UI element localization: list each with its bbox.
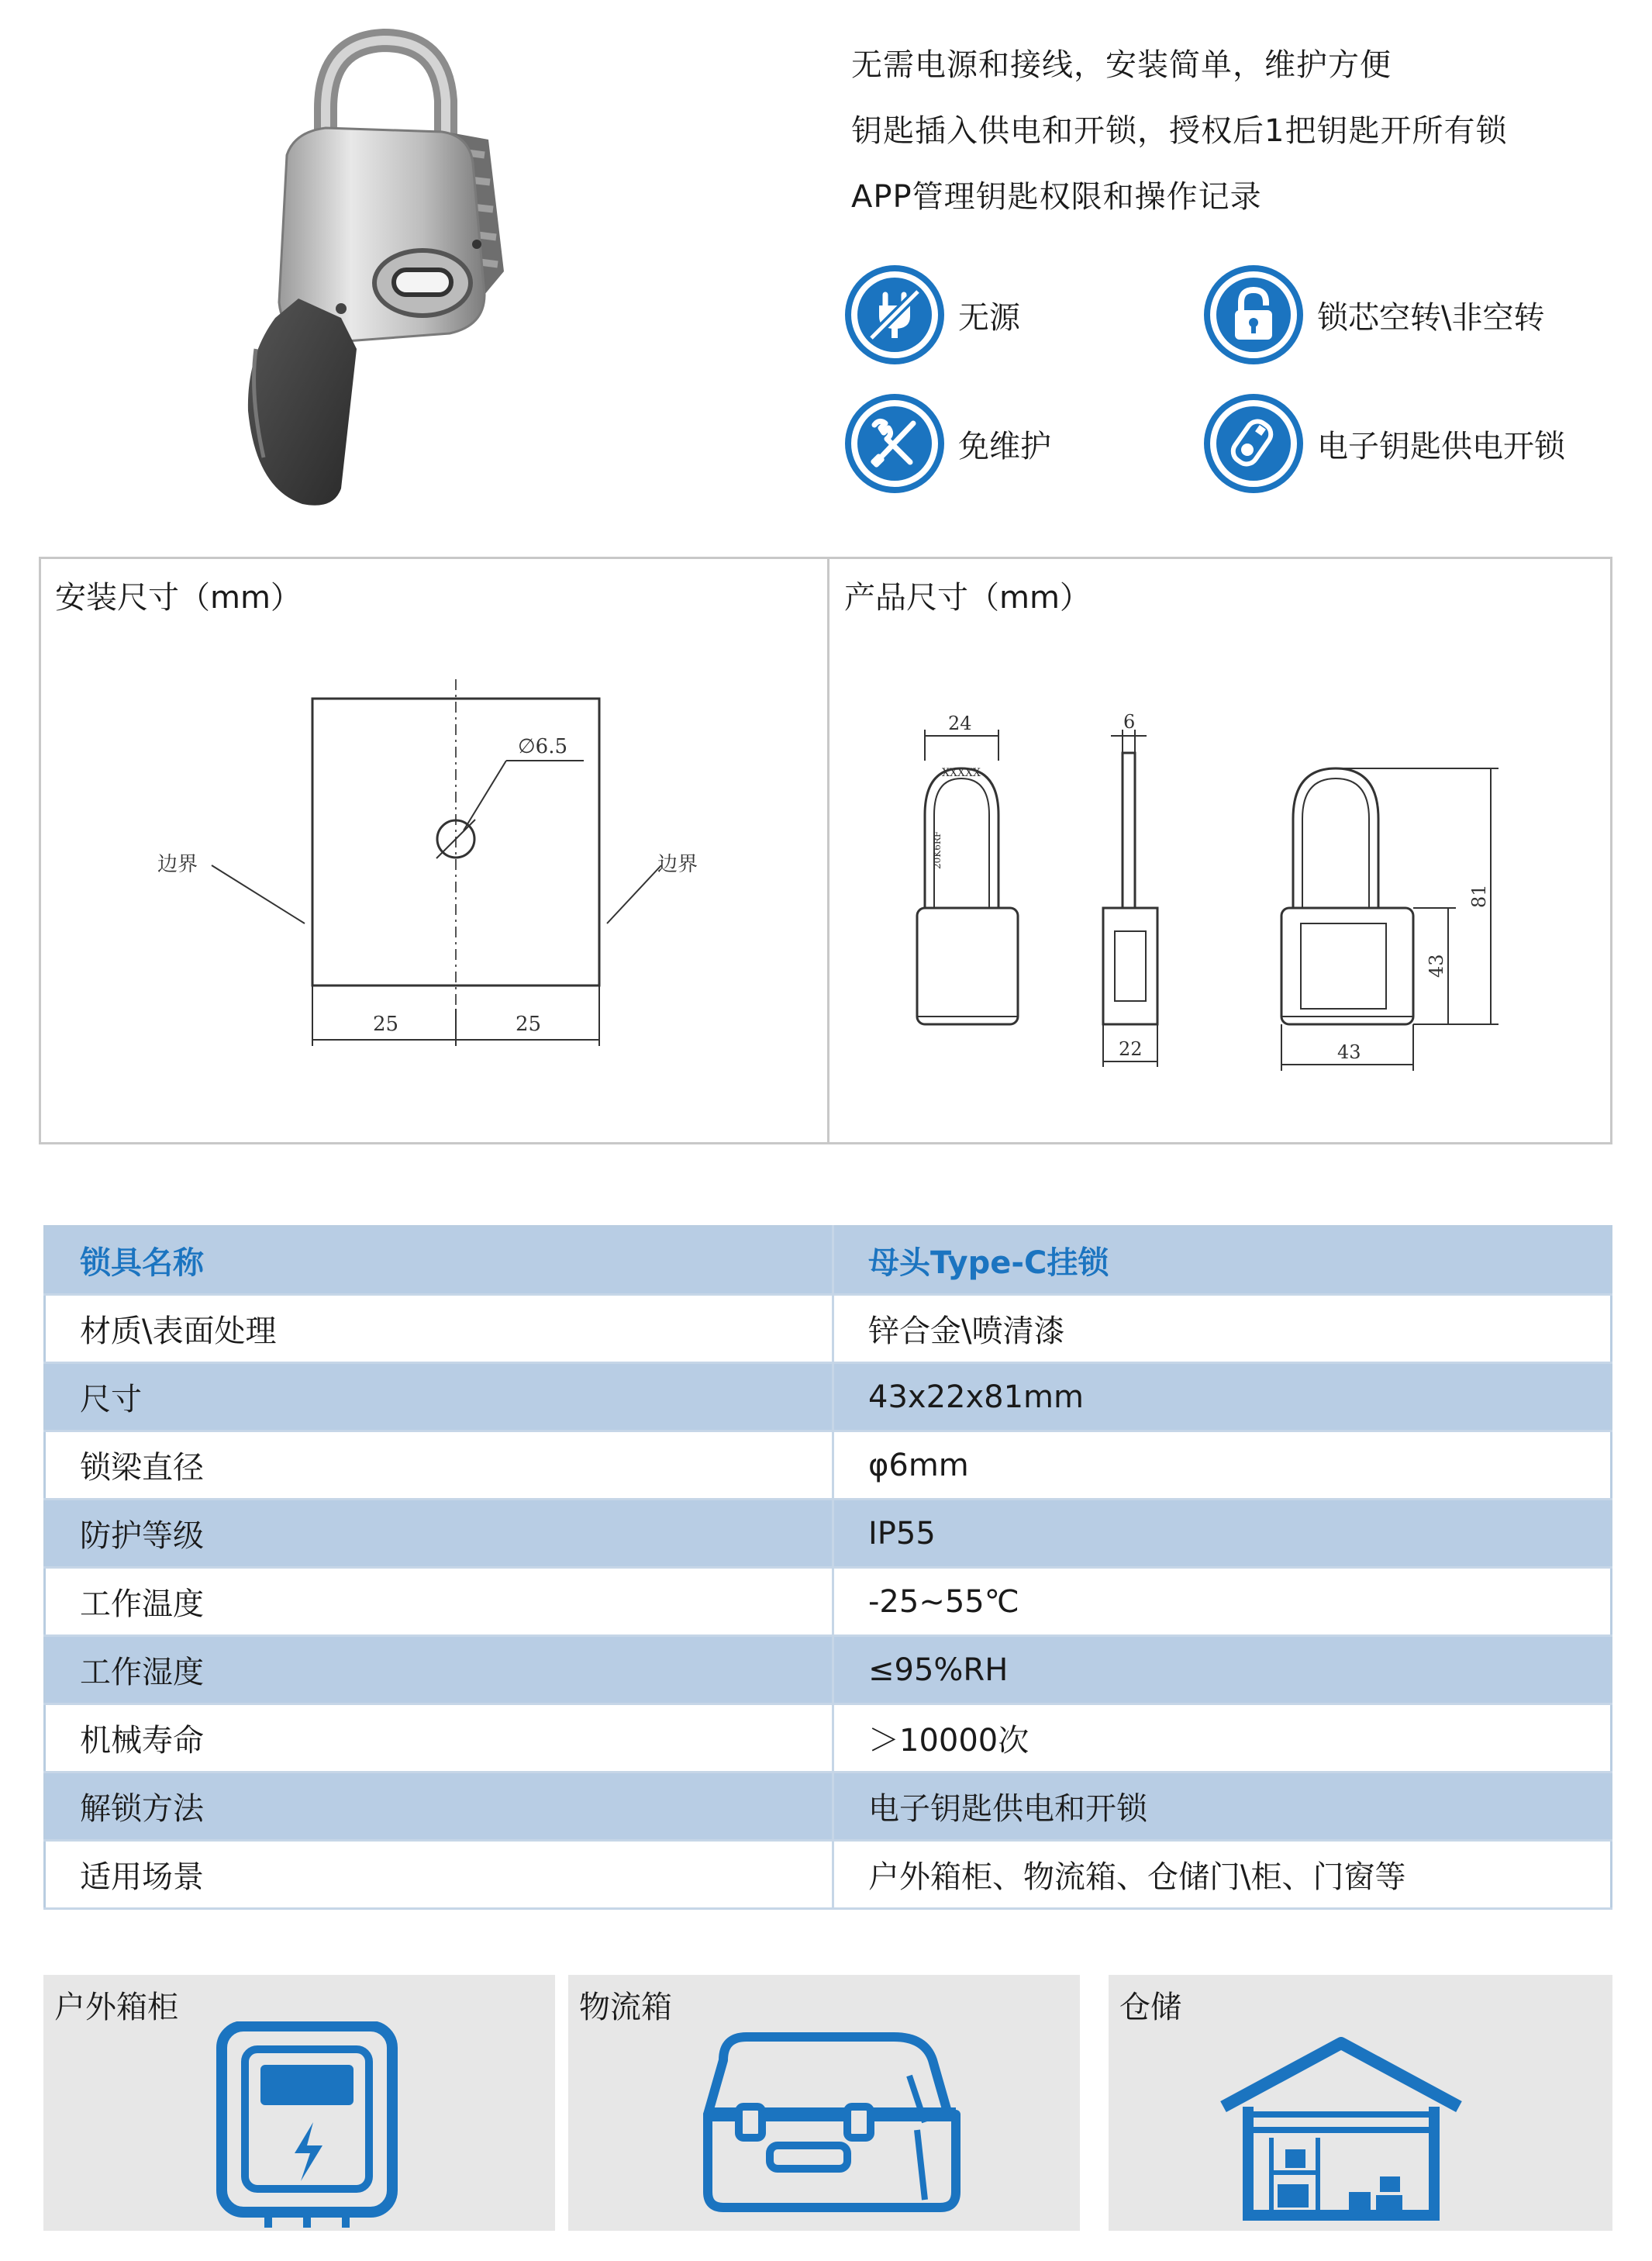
badge-electronic-key	[1204, 394, 1565, 493]
spec-name-cell: 工作湿度	[45, 1636, 833, 1704]
body-width-label: 43	[1337, 1041, 1361, 1063]
table-row	[45, 1500, 1612, 1568]
table-row	[45, 1841, 1612, 1909]
shackle-width-label: 24	[948, 713, 972, 734]
spec-value-cell: ＞10000次	[833, 1704, 1612, 1773]
spec-value-cell: 43x22x81mm	[833, 1363, 1612, 1431]
spec-value-cell: 锌合金\喷清漆	[833, 1295, 1612, 1363]
scene-label: 仓储	[1119, 1990, 1181, 2025]
body-height-label: 43	[1426, 954, 1447, 978]
spec-value-cell: -25~55℃	[833, 1568, 1612, 1636]
boundary-right-label: 边界	[657, 853, 698, 876]
table-row	[45, 1568, 1612, 1636]
table-row	[45, 1704, 1612, 1773]
dimension-drawings-panel	[39, 557, 1612, 1144]
wrench-screwdriver-icon	[864, 413, 926, 475]
product-dimensions-title: 产品尺寸（mm）	[844, 580, 1091, 616]
table-row	[45, 1636, 1612, 1704]
spec-value-cell: 母头Type-C挂锁	[833, 1227, 1612, 1295]
logistics-box-icon	[692, 2029, 971, 2215]
spec-name-cell: 材质\表面处理	[45, 1295, 833, 1363]
total-height-label: 81	[1468, 884, 1490, 908]
electronic-key-icon	[1223, 413, 1285, 475]
depth-label: 22	[1119, 1038, 1143, 1060]
badge-label: 无源	[958, 299, 1020, 336]
spec-name-cell: 解锁方法	[45, 1773, 833, 1841]
badge-label: 锁芯空转\非空转	[1317, 299, 1545, 336]
right-width-label: 25	[516, 1013, 542, 1036]
spec-name-cell: 机械寿命	[45, 1704, 833, 1773]
scene-label: 物流箱	[579, 1990, 672, 2025]
panel-divider	[827, 559, 829, 1142]
badge-maintenance-free	[845, 394, 1051, 493]
spec-value-cell: ≤95%RH	[833, 1636, 1612, 1704]
padlock-product-image	[209, 23, 612, 512]
spec-value-cell: φ6mm	[833, 1431, 1612, 1500]
feature-line: APP管理钥匙权限和操作记录	[851, 179, 1262, 215]
shackle-side-marking: 20K6RF	[932, 830, 943, 869]
spec-name-cell: 适用场景	[45, 1841, 833, 1909]
install-dimensions-title: 安装尺寸（mm）	[55, 580, 302, 616]
table-header-row	[45, 1227, 1612, 1295]
scene-outdoor-cabinet	[43, 1975, 555, 2231]
install-dimension-drawing	[119, 675, 739, 1079]
table-row	[45, 1295, 1612, 1363]
padlock-icon	[1223, 284, 1285, 346]
hole-diameter-label: ∅6.5	[518, 735, 567, 758]
spec-table	[43, 1225, 1612, 1910]
badge-lock-core	[1204, 265, 1544, 364]
badge-label: 免维护	[958, 428, 1051, 464]
spec-value-cell: 电子钥匙供电和开锁	[833, 1773, 1612, 1841]
scene-label: 户外箱柜	[54, 1990, 178, 2025]
spec-value-cell: IP55	[833, 1500, 1612, 1568]
badge-no-power	[845, 265, 1020, 364]
feature-line: 钥匙插入供电和开锁，授权后1把钥匙开所有锁	[851, 113, 1508, 149]
left-width-label: 25	[373, 1013, 399, 1036]
spec-name-cell: 防护等级	[45, 1500, 833, 1568]
scene-warehouse	[1109, 1975, 1612, 2231]
table-row	[45, 1431, 1612, 1500]
spec-value-cell: 户外箱柜、物流箱、仓储门\柜、门窗等	[833, 1841, 1612, 1909]
badge-label: 电子钥匙供电开锁	[1317, 428, 1565, 464]
spec-name-cell: 锁具名称	[45, 1227, 833, 1295]
shackle-marking: XXXXX	[942, 767, 981, 779]
warehouse-icon	[1217, 2037, 1465, 2223]
table-row	[45, 1363, 1612, 1431]
table-row	[45, 1773, 1612, 1841]
spec-name-cell: 尺寸	[45, 1363, 833, 1431]
shackle-diameter-label: 6	[1123, 711, 1136, 733]
spec-name-cell: 锁梁直径	[45, 1431, 833, 1500]
outdoor-cabinet-icon	[214, 2021, 400, 2231]
boundary-left-label: 边界	[157, 853, 198, 876]
feature-line: 无需电源和接线，安装简单，维护方便	[851, 47, 1392, 83]
scene-logistics-box	[568, 1975, 1080, 2231]
product-dimension-drawing	[878, 699, 1576, 1079]
no-power-plug-icon	[864, 284, 926, 346]
spec-name-cell: 工作温度	[45, 1568, 833, 1636]
